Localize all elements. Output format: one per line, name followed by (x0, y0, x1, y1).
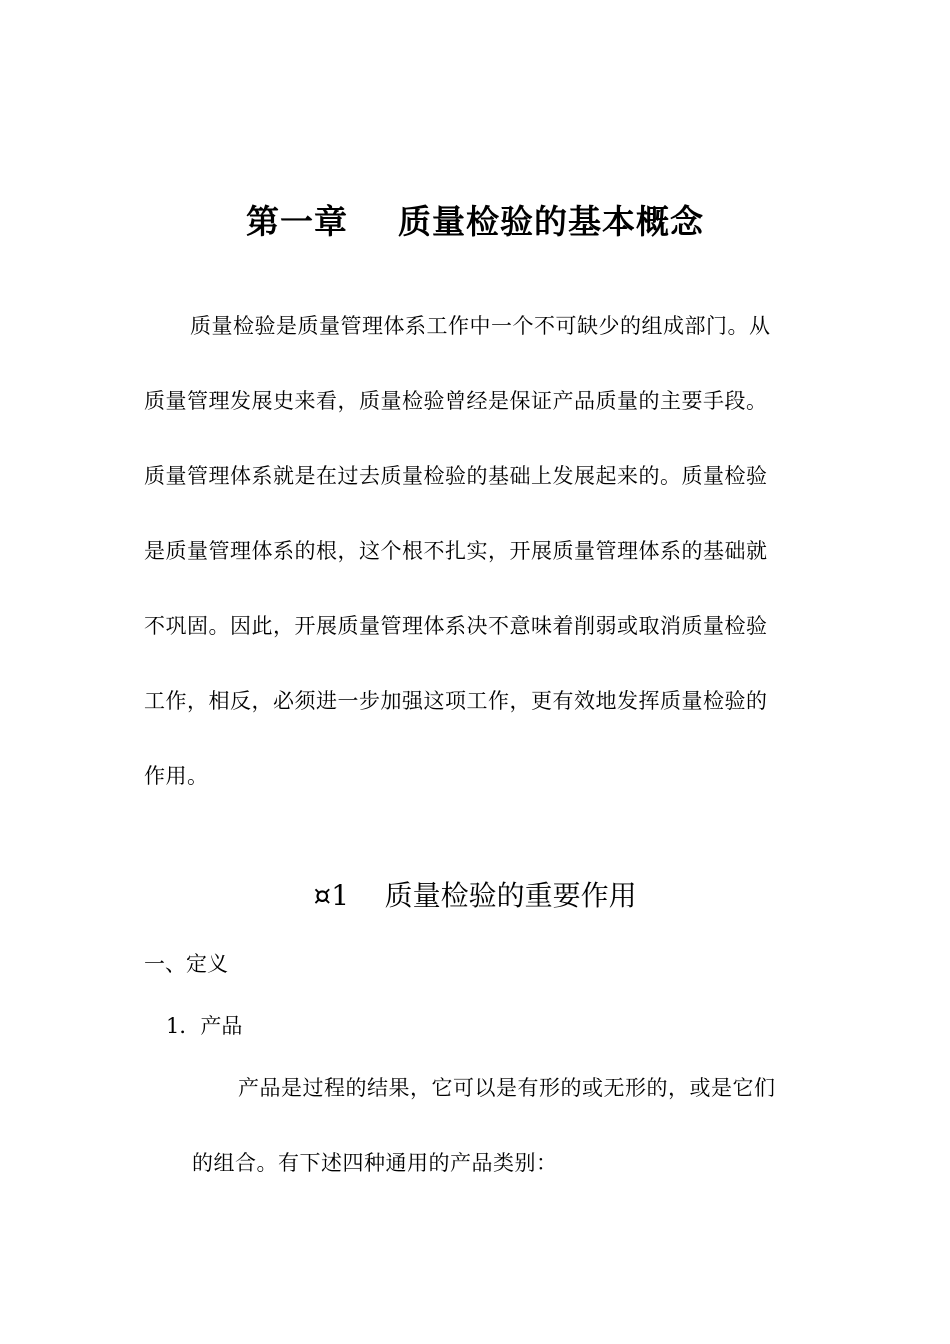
intro-line-2: 质量管理发展史来看，质量检验曾经是保证产品质量的主要手段。 (144, 389, 768, 413)
section-title: ¤1 质量检验的重要作用 (313, 879, 637, 912)
chapter-title: 第一章 质量检验的基本概念 (246, 202, 704, 241)
intro-line-3: 质量管理体系就是在过去质量检验的基础上发展起来的。质量检验 (144, 464, 768, 488)
intro-line-4: 是质量管理体系的根，这个根不扎实，开展质量管理体系的基础就 (144, 539, 768, 563)
product-line-2: 的组合。有下述四种通用的产品类别： (192, 1151, 558, 1175)
intro-line-5: 不巩固。因此，开展质量管理体系决不意味着削弱或取消质量检验 (144, 614, 768, 638)
product-line-1: 产品是过程的结果，它可以是有形的或无形的，或是它们 (238, 1076, 776, 1100)
product-paragraph (192, 1064, 808, 1214)
intro-line-7: 作用。 (144, 764, 209, 788)
definition-heading: 一、定义 (144, 952, 228, 976)
intro-line-1: 质量检验是质量管理体系工作中一个不可缺少的组成部门。从 (190, 314, 771, 338)
intro-paragraph (144, 302, 808, 827)
intro-line-6: 工作，相反，必须进一步加强这项工作，更有效地发挥质量检验的 (144, 689, 768, 713)
product-heading: 1．产品 (166, 1014, 243, 1038)
